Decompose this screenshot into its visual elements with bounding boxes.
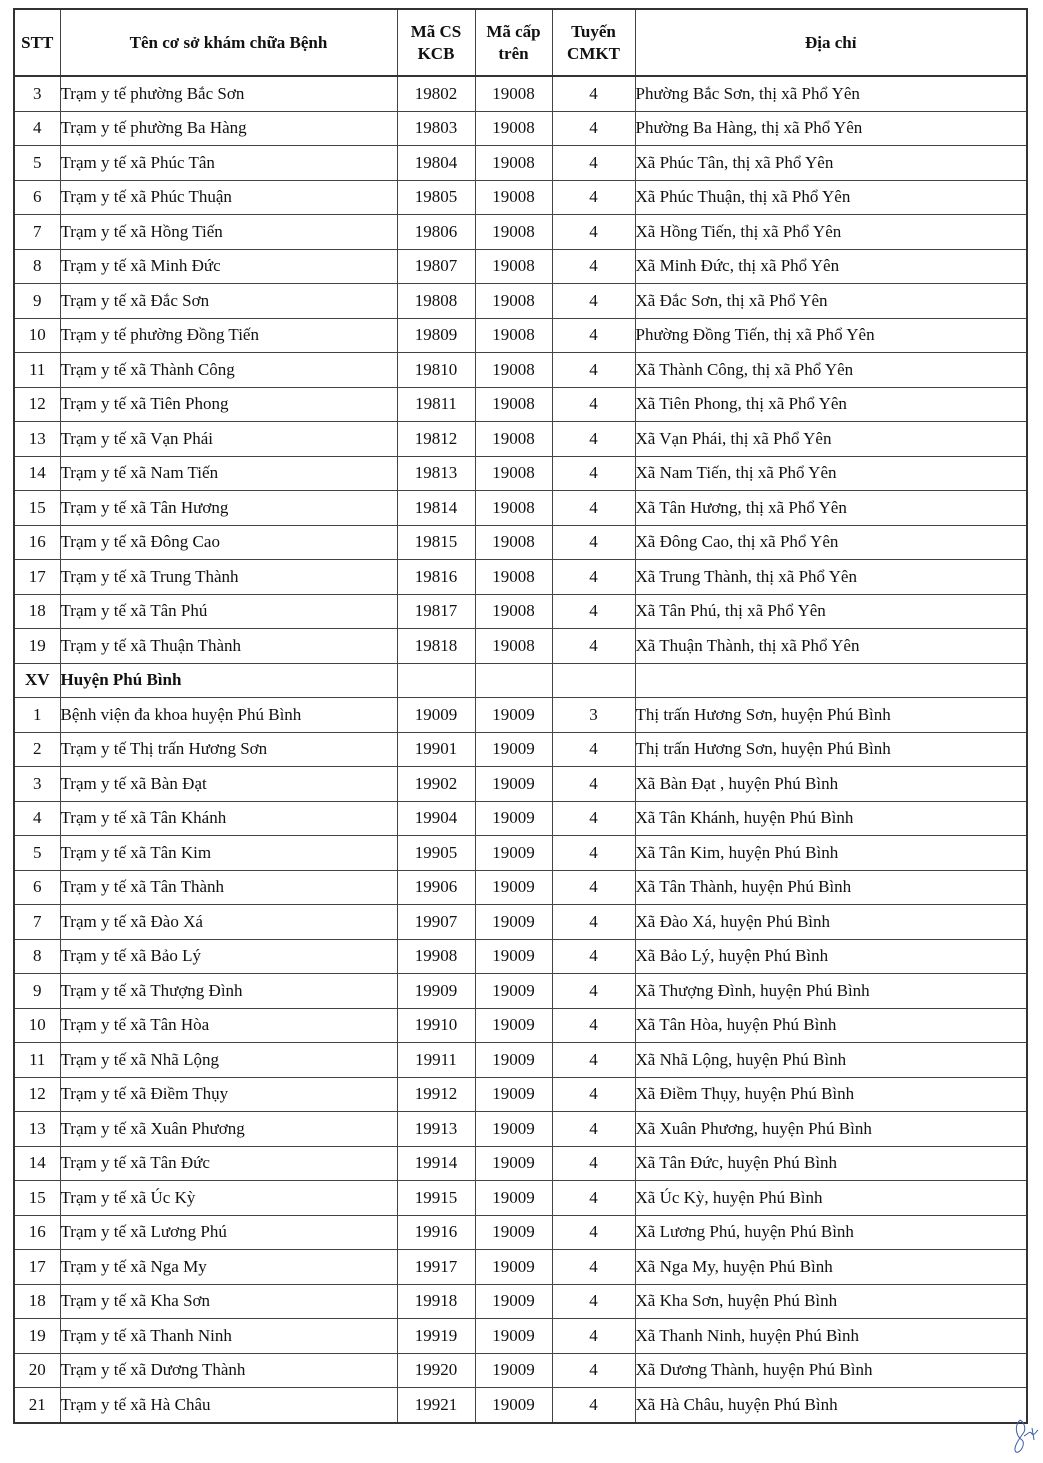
cell-tuyen-cmkt: 4 [552,836,635,871]
cell-stt: 17 [14,1250,60,1285]
cell-ma-cs-kcb: 19911 [397,1043,475,1078]
cell-address: Phường Đồng Tiến, thị xã Phổ Yên [635,318,1027,353]
cell-facility-name: Trạm y tế xã Dương Thành [60,1353,397,1388]
cell-address: Xã Tân Khánh, huyện Phú Bình [635,801,1027,836]
cell-ma-cs-kcb: 19906 [397,870,475,905]
table-row [14,422,1027,457]
cell-address: Xã Hồng Tiến, thị xã Phổ Yên [635,215,1027,250]
cell-ma-cap-tren: 19009 [475,974,552,1009]
cell-ma-cs-kcb: 19902 [397,767,475,802]
cell-stt: 19 [14,1319,60,1354]
cell-stt: 8 [14,939,60,974]
cell-tuyen-cmkt: 4 [552,801,635,836]
cell-ma-cs-kcb: 19802 [397,76,475,111]
cell-address: Phường Bắc Sơn, thị xã Phổ Yên [635,76,1027,111]
cell-tuyen-cmkt: 4 [552,1008,635,1043]
cell-address: Xã Úc Kỳ, huyện Phú Bình [635,1181,1027,1216]
table-group-row [14,663,1027,698]
cell-ma-cap-tren: 19009 [475,1353,552,1388]
cell-facility-name: Trạm y tế Thị trấn Hương Sơn [60,732,397,767]
cell-address: Xã Bảo Lý, huyện Phú Bình [635,939,1027,974]
cell-tuyen-cmkt: 4 [552,318,635,353]
table-row [14,146,1027,181]
cell-ma-cap-tren: 19009 [475,1388,552,1423]
cell-address: Xã Xuân Phương, huyện Phú Bình [635,1112,1027,1147]
cell-stt: 10 [14,318,60,353]
cell-ma-cs-kcb: 19813 [397,456,475,491]
cell-stt: 6 [14,180,60,215]
cell-ma-cap-tren: 19008 [475,215,552,250]
cell-ma-cs-kcb: 19917 [397,1250,475,1285]
cell-address: Xã Phúc Thuận, thị xã Phổ Yên [635,180,1027,215]
cell-tuyen-cmkt: 4 [552,215,635,250]
header-ma-cs-line1: Mã CS [410,21,462,41]
cell-address: Xã Thuận Thành, thị xã Phổ Yên [635,629,1027,664]
cell-facility-name: Trạm y tế xã Minh Đức [60,249,397,284]
cell-facility-name: Trạm y tế xã Bàn Đạt [60,767,397,802]
cell-ma-cap-tren: 19009 [475,767,552,802]
cell-facility-name: Trạm y tế phường Đồng Tiến [60,318,397,353]
cell-tuyen-cmkt: 4 [552,560,635,595]
cell-ma-cap-tren: 19009 [475,732,552,767]
cell-facility-name: Trạm y tế xã Tân Phú [60,594,397,629]
table-row [14,215,1027,250]
cell-stt: 12 [14,387,60,422]
cell-ma-cap-tren: 19008 [475,560,552,595]
cell-stt: 11 [14,353,60,388]
cell-ma-cap-tren: 19009 [475,1319,552,1354]
cell-ma-cs-kcb: 19916 [397,1215,475,1250]
cell-ma-cs-kcb: 19919 [397,1319,475,1354]
cell-ma-cap-tren: 19008 [475,111,552,146]
cell-ma-cs-kcb: 19803 [397,111,475,146]
cell-ma-cs-kcb: 19909 [397,974,475,1009]
cell-facility-name: Trạm y tế xã Tân Kim [60,836,397,871]
cell-ma-cs-kcb: 19920 [397,1353,475,1388]
header-ma-cs-line2: KCB [417,43,455,63]
cell-stt: XV [14,663,60,698]
cell-ma-cap-tren: 19009 [475,1043,552,1078]
cell-tuyen-cmkt: 4 [552,387,635,422]
cell-ma-cap-tren: 19008 [475,525,552,560]
cell-stt: 2 [14,732,60,767]
cell-facility-name: Trạm y tế xã Vạn Phái [60,422,397,457]
cell-facility-name: Trạm y tế xã Tân Hòa [60,1008,397,1043]
cell-stt: 8 [14,249,60,284]
cell-facility-name: Trạm y tế xã Hà Châu [60,1388,397,1423]
cell-ma-cap-tren: 19008 [475,146,552,181]
cell-address: Xã Đào Xá, huyện Phú Bình [635,905,1027,940]
table-row [14,284,1027,319]
cell-tuyen-cmkt: 4 [552,1112,635,1147]
cell-facility-name: Trạm y tế xã Bảo Lý [60,939,397,974]
cell-facility-name: Trạm y tế xã Trung Thành [60,560,397,595]
cell-address: Xã Nga My, huyện Phú Bình [635,1250,1027,1285]
cell-stt: 15 [14,1181,60,1216]
cell-tuyen-cmkt: 4 [552,180,635,215]
cell-tuyen-cmkt: 4 [552,491,635,526]
cell-address: Xã Thành Công, thị xã Phổ Yên [635,353,1027,388]
cell-facility-name: Trạm y tế xã Xuân Phương [60,1112,397,1147]
cell-stt: 11 [14,1043,60,1078]
cell-stt: 17 [14,560,60,595]
cell-ma-cs-kcb: 19805 [397,180,475,215]
table-row [14,905,1027,940]
cell-address: Xã Tân Thành, huyện Phú Bình [635,870,1027,905]
cell-address: Xã Tân Phú, thị xã Phổ Yên [635,594,1027,629]
signature-icon [1010,1418,1040,1458]
table-row [14,111,1027,146]
cell-address: Xã Tân Đức, huyện Phú Bình [635,1146,1027,1181]
cell-tuyen-cmkt: 4 [552,76,635,111]
cell-tuyen-cmkt: 4 [552,732,635,767]
cell-facility-name: Huyện Phú Bình [60,663,397,698]
cell-tuyen-cmkt: 4 [552,939,635,974]
cell-address: Xã Tân Hòa, huyện Phú Bình [635,1008,1027,1043]
cell-address: Xã Minh Đức, thị xã Phổ Yên [635,249,1027,284]
cell-ma-cs-kcb: 19816 [397,560,475,595]
cell-facility-name: Trạm y tế xã Thành Công [60,353,397,388]
cell-tuyen-cmkt: 4 [552,353,635,388]
table-row [14,974,1027,1009]
cell-tuyen-cmkt: 4 [552,1043,635,1078]
table-row [14,1353,1027,1388]
cell-ma-cap-tren: 19008 [475,76,552,111]
cell-stt: 21 [14,1388,60,1423]
cell-address [635,663,1027,698]
table-row [14,456,1027,491]
cell-tuyen-cmkt: 4 [552,1146,635,1181]
cell-stt: 12 [14,1077,60,1112]
cell-address: Xã Điềm Thụy, huyện Phú Bình [635,1077,1027,1112]
cell-ma-cap-tren: 19009 [475,905,552,940]
cell-ma-cap-tren: 19009 [475,1008,552,1043]
cell-ma-cap-tren: 19008 [475,629,552,664]
cell-ma-cap-tren: 19009 [475,1181,552,1216]
cell-address: Thị trấn Hương Sơn, huyện Phú Bình [635,698,1027,733]
cell-ma-cs-kcb: 19807 [397,249,475,284]
cell-tuyen-cmkt: 4 [552,249,635,284]
cell-ma-cs-kcb: 19912 [397,1077,475,1112]
cell-ma-cs-kcb: 19910 [397,1008,475,1043]
cell-ma-cap-tren: 19008 [475,456,552,491]
header-stt: STT [14,9,60,76]
table-row [14,249,1027,284]
table-row [14,836,1027,871]
cell-facility-name: Trạm y tế xã Nga My [60,1250,397,1285]
cell-ma-cap-tren: 19009 [475,836,552,871]
cell-facility-name: Trạm y tế xã Úc Kỳ [60,1181,397,1216]
cell-ma-cap-tren: 19008 [475,387,552,422]
table-row [14,1043,1027,1078]
cell-ma-cs-kcb: 19904 [397,801,475,836]
table-row [14,1388,1027,1423]
cell-stt: 1 [14,698,60,733]
header-tuyen-line2: CMKT [567,43,620,63]
cell-ma-cap-tren: 19009 [475,1146,552,1181]
cell-facility-name: Bệnh viện đa khoa huyện Phú Bình [60,698,397,733]
cell-address: Xã Hà Châu, huyện Phú Bình [635,1388,1027,1423]
cell-tuyen-cmkt: 4 [552,284,635,319]
cell-ma-cap-tren: 19008 [475,284,552,319]
cell-tuyen-cmkt: 4 [552,974,635,1009]
cell-tuyen-cmkt: 4 [552,1215,635,1250]
cell-stt: 6 [14,870,60,905]
cell-tuyen-cmkt: 4 [552,525,635,560]
cell-ma-cs-kcb: 19808 [397,284,475,319]
cell-facility-name: Trạm y tế xã Nam Tiến [60,456,397,491]
table-row [14,870,1027,905]
cell-stt: 18 [14,1284,60,1319]
cell-address: Phường Ba Hàng, thị xã Phổ Yên [635,111,1027,146]
cell-facility-name: Trạm y tế xã Tân Hương [60,491,397,526]
cell-ma-cs-kcb: 19809 [397,318,475,353]
cell-facility-name: Trạm y tế xã Điềm Thụy [60,1077,397,1112]
cell-address: Xã Tiên Phong, thị xã Phổ Yên [635,387,1027,422]
cell-tuyen-cmkt: 4 [552,1319,635,1354]
cell-stt: 18 [14,594,60,629]
facilities-table [13,8,1028,1424]
cell-address: Xã Thượng Đình, huyện Phú Bình [635,974,1027,1009]
cell-facility-name: Trạm y tế phường Bắc Sơn [60,76,397,111]
cell-ma-cs-kcb: 19815 [397,525,475,560]
cell-facility-name: Trạm y tế xã Tân Đức [60,1146,397,1181]
cell-ma-cs-kcb: 19818 [397,629,475,664]
table-header-row [14,9,1027,76]
table-row [14,353,1027,388]
cell-stt: 14 [14,1146,60,1181]
cell-address: Xã Bàn Đạt , huyện Phú Bình [635,767,1027,802]
cell-stt: 5 [14,146,60,181]
cell-ma-cap-tren: 19008 [475,422,552,457]
table-row [14,1319,1027,1354]
table-row [14,767,1027,802]
table-row [14,629,1027,664]
cell-stt: 7 [14,215,60,250]
table-row [14,1250,1027,1285]
cell-stt: 10 [14,1008,60,1043]
cell-ma-cap-tren: 19008 [475,318,552,353]
cell-ma-cap-tren: 19009 [475,1215,552,1250]
cell-ma-cap-tren: 19009 [475,1250,552,1285]
cell-stt: 9 [14,284,60,319]
cell-address: Xã Lương Phú, huyện Phú Bình [635,1215,1027,1250]
cell-ma-cap-tren: 19009 [475,698,552,733]
cell-ma-cap-tren: 19009 [475,939,552,974]
cell-address: Xã Đắc Sơn, thị xã Phổ Yên [635,284,1027,319]
cell-facility-name: Trạm y tế xã Tân Khánh [60,801,397,836]
cell-address: Xã Nhã Lộng, huyện Phú Bình [635,1043,1027,1078]
header-ma-cs-kcb [397,9,475,76]
cell-address: Xã Vạn Phái, thị xã Phổ Yên [635,422,1027,457]
cell-tuyen-cmkt: 4 [552,1077,635,1112]
header-address: Địa chỉ [635,9,1027,76]
cell-stt: 13 [14,1112,60,1147]
cell-tuyen-cmkt: 3 [552,698,635,733]
header-ma-cap-tren-line1: Mã cấp [486,21,541,41]
cell-facility-name: Trạm y tế xã Nhã Lộng [60,1043,397,1078]
cell-stt: 13 [14,422,60,457]
cell-address: Thị trấn Hương Sơn, huyện Phú Bình [635,732,1027,767]
cell-stt: 14 [14,456,60,491]
table-row [14,491,1027,526]
cell-tuyen-cmkt: 4 [552,629,635,664]
cell-address: Xã Đông Cao, thị xã Phổ Yên [635,525,1027,560]
table-row [14,1181,1027,1216]
table-row [14,318,1027,353]
cell-ma-cap-tren: 19009 [475,870,552,905]
cell-stt: 3 [14,767,60,802]
cell-facility-name: Trạm y tế xã Đông Cao [60,525,397,560]
cell-ma-cap-tren: 19009 [475,1284,552,1319]
table-row [14,387,1027,422]
cell-facility-name: Trạm y tế xã Tiên Phong [60,387,397,422]
cell-stt: 4 [14,801,60,836]
cell-ma-cs-kcb: 19908 [397,939,475,974]
cell-address: Xã Trung Thành, thị xã Phổ Yên [635,560,1027,595]
cell-ma-cap-tren: 19008 [475,594,552,629]
cell-ma-cs-kcb: 19812 [397,422,475,457]
cell-tuyen-cmkt [552,663,635,698]
cell-tuyen-cmkt: 4 [552,905,635,940]
cell-stt: 4 [14,111,60,146]
cell-tuyen-cmkt: 4 [552,111,635,146]
cell-tuyen-cmkt: 4 [552,1353,635,1388]
cell-tuyen-cmkt: 4 [552,1181,635,1216]
cell-tuyen-cmkt: 4 [552,1250,635,1285]
cell-facility-name: Trạm y tế xã Thuận Thành [60,629,397,664]
cell-ma-cap-tren: 19009 [475,801,552,836]
cell-address: Xã Kha Sơn, huyện Phú Bình [635,1284,1027,1319]
cell-facility-name: Trạm y tế xã Đắc Sơn [60,284,397,319]
table-row [14,939,1027,974]
cell-address: Xã Tân Hương, thị xã Phổ Yên [635,491,1027,526]
table-row [14,1077,1027,1112]
cell-facility-name: Trạm y tế phường Ba Hàng [60,111,397,146]
cell-tuyen-cmkt: 4 [552,422,635,457]
cell-ma-cs-kcb: 19814 [397,491,475,526]
cell-ma-cs-kcb: 19009 [397,698,475,733]
table-row [14,732,1027,767]
table-row [14,1008,1027,1043]
table-row [14,801,1027,836]
cell-ma-cs-kcb: 19915 [397,1181,475,1216]
cell-ma-cs-kcb: 19817 [397,594,475,629]
cell-facility-name: Trạm y tế xã Tân Thành [60,870,397,905]
cell-ma-cap-tren: 19008 [475,353,552,388]
table-body [14,76,1027,1423]
table-row [14,594,1027,629]
cell-tuyen-cmkt: 4 [552,870,635,905]
cell-facility-name: Trạm y tế xã Thanh Ninh [60,1319,397,1354]
cell-tuyen-cmkt: 4 [552,1388,635,1423]
cell-ma-cs-kcb: 19914 [397,1146,475,1181]
cell-facility-name: Trạm y tế xã Hồng Tiến [60,215,397,250]
cell-ma-cap-tren: 19009 [475,1112,552,1147]
cell-ma-cs-kcb: 19921 [397,1388,475,1423]
cell-facility-name: Trạm y tế xã Lương Phú [60,1215,397,1250]
table-row [14,76,1027,111]
cell-ma-cap-tren: 19008 [475,249,552,284]
cell-address: Xã Dương Thành, huyện Phú Bình [635,1353,1027,1388]
cell-facility-name: Trạm y tế xã Đào Xá [60,905,397,940]
cell-ma-cs-kcb: 19907 [397,905,475,940]
cell-tuyen-cmkt: 4 [552,456,635,491]
cell-ma-cs-kcb: 19804 [397,146,475,181]
cell-ma-cap-tren: 19008 [475,180,552,215]
cell-address: Xã Phúc Tân, thị xã Phổ Yên [635,146,1027,181]
cell-ma-cap-tren [475,663,552,698]
cell-facility-name: Trạm y tế xã Phúc Thuận [60,180,397,215]
cell-stt: 3 [14,76,60,111]
table-row [14,1284,1027,1319]
table-row [14,1215,1027,1250]
table-row [14,698,1027,733]
cell-ma-cs-kcb: 19913 [397,1112,475,1147]
cell-facility-name: Trạm y tế xã Thượng Đình [60,974,397,1009]
cell-ma-cap-tren: 19009 [475,1077,552,1112]
cell-ma-cs-kcb: 19811 [397,387,475,422]
table-row [14,1112,1027,1147]
cell-facility-name: Trạm y tế xã Kha Sơn [60,1284,397,1319]
cell-stt: 9 [14,974,60,1009]
table-row [14,180,1027,215]
cell-ma-cs-kcb: 19901 [397,732,475,767]
cell-tuyen-cmkt: 4 [552,146,635,181]
header-facility-name: Tên cơ sở khám chữa Bệnh [60,9,397,76]
table-row [14,560,1027,595]
cell-stt: 16 [14,1215,60,1250]
cell-address: Xã Thanh Ninh, huyện Phú Bình [635,1319,1027,1354]
cell-stt: 15 [14,491,60,526]
cell-ma-cs-kcb: 19905 [397,836,475,871]
header-ma-cap-tren-line2: trên [498,43,529,63]
cell-tuyen-cmkt: 4 [552,594,635,629]
cell-stt: 5 [14,836,60,871]
cell-ma-cap-tren: 19008 [475,491,552,526]
cell-tuyen-cmkt: 4 [552,767,635,802]
cell-address: Xã Nam Tiến, thị xã Phổ Yên [635,456,1027,491]
cell-tuyen-cmkt: 4 [552,1284,635,1319]
cell-ma-cs-kcb [397,663,475,698]
cell-ma-cs-kcb: 19806 [397,215,475,250]
header-ma-cap-tren [475,9,552,76]
cell-stt: 20 [14,1353,60,1388]
cell-stt: 19 [14,629,60,664]
cell-ma-cs-kcb: 19918 [397,1284,475,1319]
table-row [14,525,1027,560]
cell-stt: 7 [14,905,60,940]
table-row [14,1146,1027,1181]
header-tuyen-cmkt [552,9,635,76]
header-tuyen-line1: Tuyến [571,21,616,41]
cell-ma-cs-kcb: 19810 [397,353,475,388]
cell-facility-name: Trạm y tế xã Phúc Tân [60,146,397,181]
cell-stt: 16 [14,525,60,560]
cell-address: Xã Tân Kim, huyện Phú Bình [635,836,1027,871]
